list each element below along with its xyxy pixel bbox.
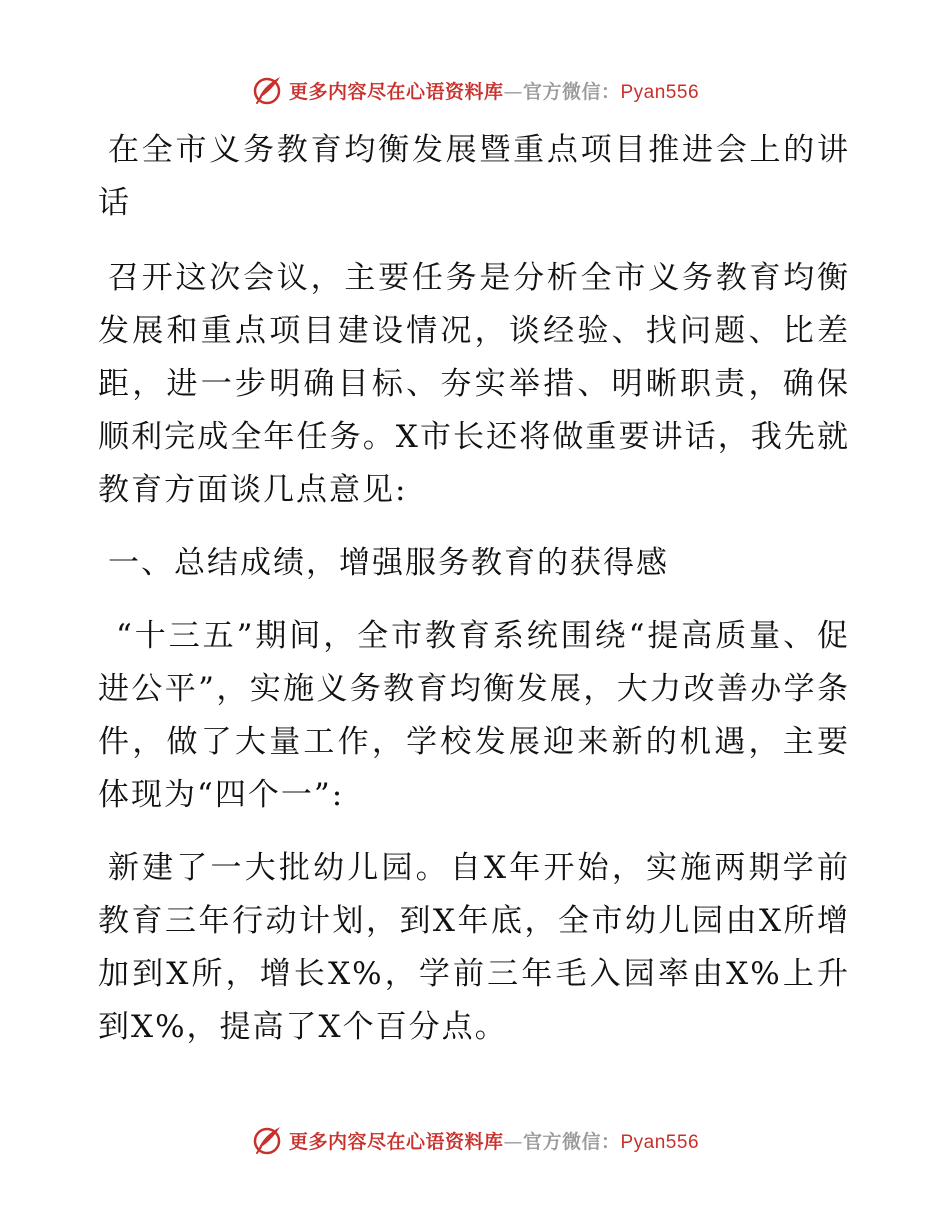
- paragraph-intro: 召开这次会议，主要任务是分析全市义务教育均衡发展和重点项目建设情况，谈经验、找问题、比差距，进一步明确目标、夯实举措、明晰职责，确保顺利完成全年任务。X市长还将做重要讲话，我先就教育方面谈几点意见:: [98, 260, 850, 508]
- watermark-wechat-id: Pyan556: [620, 81, 700, 103]
- watermark-wechat-label: 官方微信：: [522, 80, 621, 103]
- document-body: [98, 124, 850, 1054]
- watermark-separator: —: [503, 80, 523, 103]
- watermark-banner-top: [0, 70, 950, 110]
- watermark-wechat-id: Pyan556: [620, 1131, 700, 1153]
- watermark-main: 更多内容尽在心语资料库: [288, 1130, 504, 1153]
- watermark-text: [289, 77, 699, 104]
- paragraph-achievements: “十三五”期间，全市教育系统围绕“提高质量、促进公平”，实施义务教育均衡发展，大力改善办学条件，做了大量工作，学校发展迎来新的机遇，主要体现为“四个一”:: [98, 618, 850, 813]
- watermark-banner-bottom: [0, 1120, 950, 1160]
- section-heading: 一、总结成绩，增强服务教育的获得感: [108, 545, 669, 581]
- watermark-separator: —: [503, 1130, 523, 1153]
- watermark-text: [289, 1127, 699, 1154]
- watermark-wechat-label: 官方微信：: [522, 1130, 621, 1153]
- document-title: 在全市义务教育均衡发展暨重点项目推进会上的讲话: [98, 132, 850, 221]
- quill-logo-icon: [251, 74, 283, 106]
- quill-logo-icon: [251, 1124, 283, 1156]
- paragraph-kindergartens: 新建了一大批幼儿园。自X年开始，实施两期学前教育三年行动计划，到X年底，全市幼儿园由X所增加到X所，增长X%，学前三年毛入园率由X%上升到X%，提高了X个百分点。: [98, 850, 850, 1045]
- watermark-main: 更多内容尽在心语资料库: [288, 80, 504, 103]
